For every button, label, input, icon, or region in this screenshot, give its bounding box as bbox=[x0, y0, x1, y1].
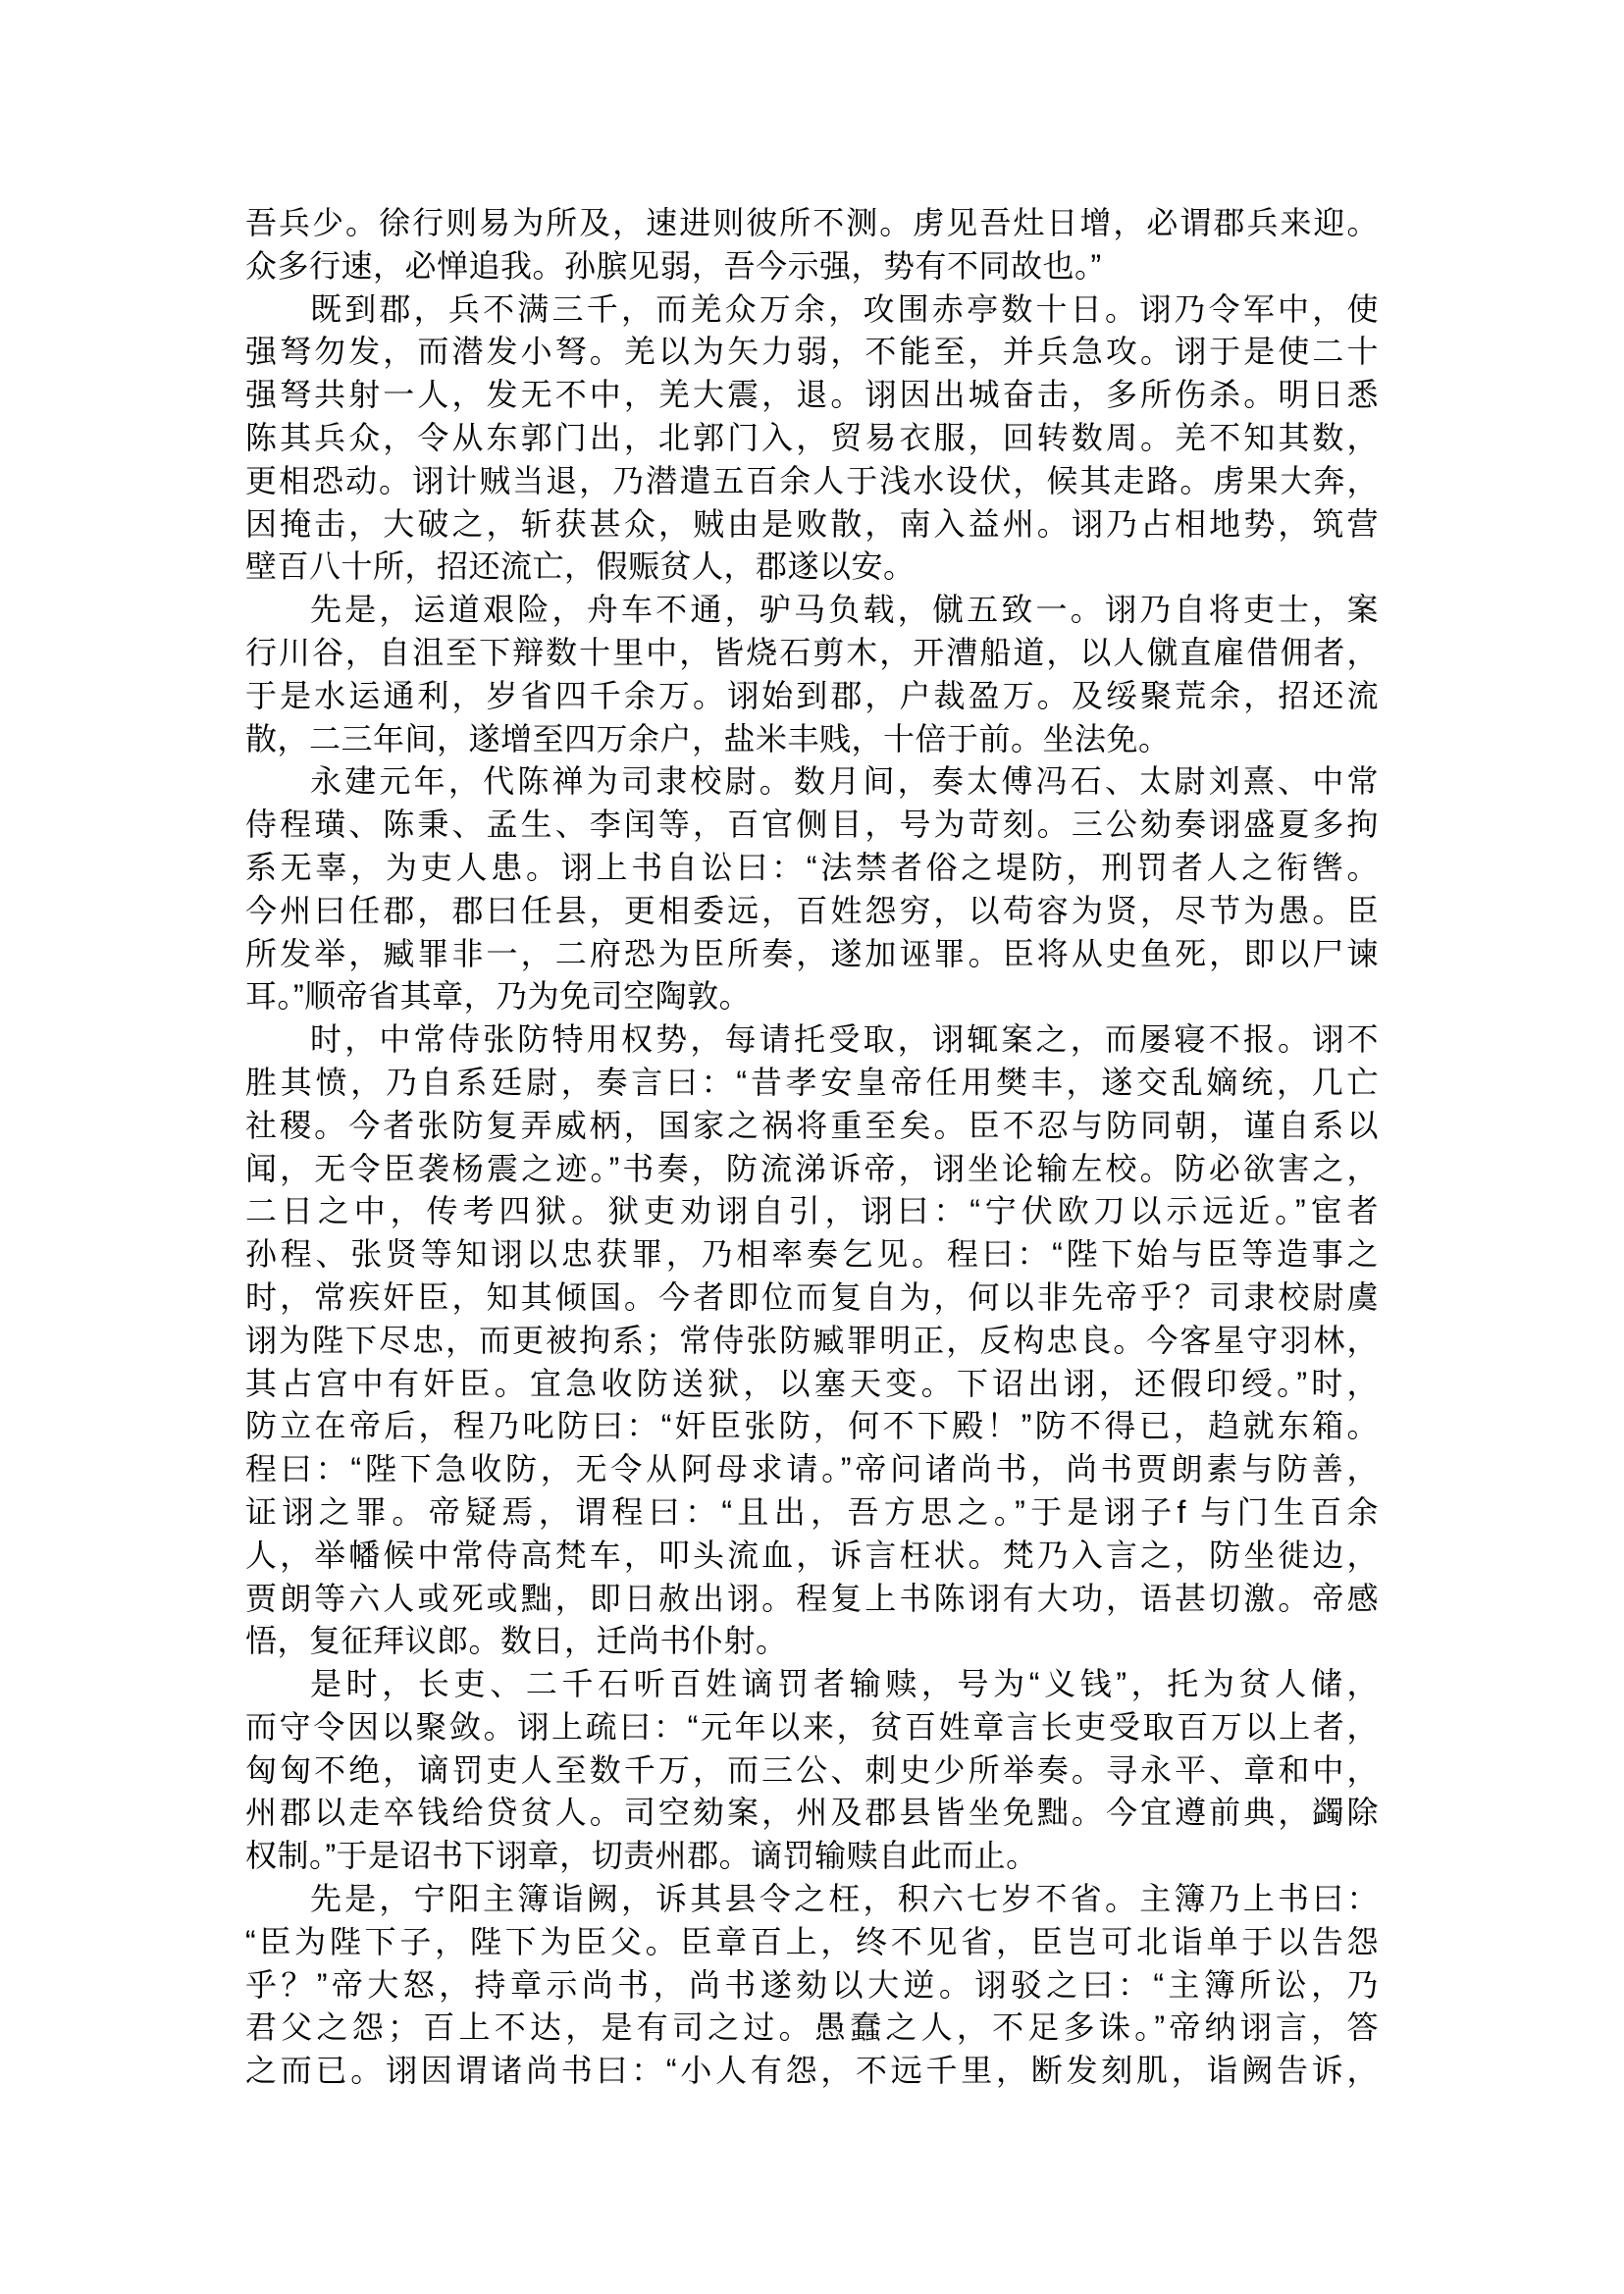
text-line: 时，常疾奸臣，知其倾国。今者即位而复自为，何以非先帝乎？司隶校尉虞 bbox=[245, 1278, 1379, 1315]
text-line: 二日之中，传考四狱。狱吏劝诩自引，诩曰：“宁伏欧刀以示远近。”宦者 bbox=[245, 1193, 1379, 1229]
text-line: 君父之怨；百上不达，是有司之过。愚蠢之人，不足多诛。”帝纳诩言，答 bbox=[245, 2009, 1379, 2046]
text-line: 社稷。今者张防复弄威柄，国家之祸将重至矣。臣不忍与防同朝，谨自系以 bbox=[245, 1107, 1379, 1143]
text-line: 防立在帝后，程乃叱防曰：“奸臣张防，何不下殿！”防不得已，趋就东箱。 bbox=[245, 1408, 1379, 1444]
text-line: 人，举幡候中常侍高梵车，叩头流血，诉言枉状。梵乃入言之，防坐徙边， bbox=[245, 1537, 1379, 1573]
text-line: 程曰：“陛下急收防，无令从阿母求请。”帝问诸尚书，尚书贾朗素与防善， bbox=[245, 1451, 1379, 1487]
text-line: 更相恐动。诩计贼当退，乃潜遣五百余人于浅水设伏，候其走路。虏果大奔， bbox=[245, 462, 1379, 498]
text-line: 闻，无令臣袭杨震之迹。”书奏，防流涕诉帝，诩坐论输左校。防必欲害之， bbox=[245, 1150, 1379, 1186]
text-line: 系无辜，为吏人患。诩上书自讼曰：“法禁者俗之堤防，刑罚者人之衔辔。 bbox=[245, 849, 1379, 885]
text-line: 胜其愤，乃自系廷尉，奏言曰：“昔孝安皇帝任用樊丰，遂交乱嫡统，几亡 bbox=[245, 1064, 1379, 1100]
text-line: 乎？”帝大怒，持章示尚书，尚书遂劾以大逆。诩驳之曰：“主簿所讼，乃 bbox=[245, 1966, 1379, 2003]
text-line: 贾朗等六人或死或黜，即日赦出诩。程复上书陈诩有大功，语甚切激。帝感 bbox=[245, 1580, 1379, 1616]
text-line: 孙程、张贤等知诩以忠获罪，乃相率奏乞见。程曰：“陛下始与臣等造事之 bbox=[245, 1236, 1379, 1273]
text-line: 强弩勿发，而潜发小弩。羌以为矢力弱，不能至，并兵急攻。诩于是使二十 bbox=[245, 334, 1379, 370]
text-line: 既到郡，兵不满三千，而羌众万余，攻围赤亭数十日。诩乃令军中，使 bbox=[310, 290, 1379, 327]
text-line: 证诩之罪。帝疑焉，谓程曰：“且出，吾方思之。”于是诩子f 与门生百余 bbox=[245, 1493, 1379, 1530]
text-line: 而守令因以聚敛。诩上疏曰：“元年以来，贫百姓章言长吏受取百万以上者， bbox=[245, 1708, 1379, 1745]
text-line: 永建元年，代陈禅为司隶校尉。数月间，奏太傅冯石、太尉刘熹、中常 bbox=[310, 763, 1379, 800]
text-line: 侍程璜、陈秉、孟生、李闰等，百官侧目，号为苛刻。三公劾奏诩盛夏多拘 bbox=[245, 807, 1379, 843]
text-line: 吾兵少。徐行则易为所及，速进则彼所不测。虏见吾灶日增，必谓郡兵来迎。 bbox=[245, 205, 1379, 240]
text-line: 强弩共射一人，发无不中，羌大震，退。诩因出城奋击，多所伤杀。明日悉 bbox=[245, 377, 1379, 413]
text-line: 先是，运道艰险，舟车不通，驴马负载，僦五致一。诩乃自将吏士，案 bbox=[310, 592, 1379, 628]
text-line: 散，二三年间，遂增至四万余户，盐米丰贱，十倍于前。坐法免。 bbox=[245, 720, 1171, 756]
text-line: 州郡以走卒钱给贷贫人。司空劾案，州及郡县皆坐免黜。今宜遵前典，蠲除 bbox=[245, 1795, 1379, 1831]
text-line: “臣为陛下子，陛下为臣父。臣章百上，终不见省，臣岂可北诣单于以告怨 bbox=[245, 1923, 1379, 1959]
text-line: 众多行速，必惮追我。孙膑见弱，吾今示强，势有不同故也。” bbox=[245, 247, 1102, 284]
text-line: 匈匈不绝，谪罚吏人至数千万，而三公、刺史少所举奏。寻永平、章和中， bbox=[245, 1751, 1379, 1788]
text-line: 因掩击，大破之，斩获甚众，贼由是败散，南入益州。诩乃占相地势，筑营 bbox=[245, 505, 1379, 542]
text-line: 其占宫中有奸臣。宜急收防送狱，以塞天变。下诏出诩，还假印绶。”时， bbox=[245, 1365, 1379, 1401]
text-line: 时，中常侍张防特用权势，每请托受取，诩辄案之，而屡寝不报。诩不 bbox=[310, 1021, 1379, 1058]
text-line: 耳。”顺帝省其章，乃为免司空陶敦。 bbox=[245, 978, 752, 1015]
text-line: 行川谷，自沮至下辩数十里中，皆烧石剪木，开漕船道，以人僦直雇借佣者， bbox=[245, 634, 1379, 670]
text-line: 于是水运通利，岁省四千余万。诩始到郡，户裁盈万。及绥聚荒余，招还流 bbox=[245, 677, 1379, 713]
text-line: 是时，长吏、二千石听百姓谪罚者输赎，号为“义钱”，托为贫人储， bbox=[310, 1666, 1379, 1702]
text-block bbox=[245, 202, 1379, 2093]
text-line: 诩为陛下尽忠，而更被拘系；常侍张防臧罪明正，反构忠良。今客星守羽林， bbox=[245, 1322, 1379, 1358]
text-line: 悟，复征拜议郎。数日，迁尚书仆射。 bbox=[245, 1623, 788, 1659]
text-line: 今州曰任郡，郡曰任县，更相委远，百姓怨穷，以苟容为贤，尽节为愚。臣 bbox=[245, 892, 1379, 928]
text-line: 先是，宁阳主簿诣阙，诉其县令之枉，积六七岁不省。主簿乃上书曰： bbox=[310, 1881, 1379, 1917]
text-line: 所发举，臧罪非一，二府恐为臣所奏，遂加诬罪。臣将从史鱼死，即以尸谏 bbox=[245, 935, 1379, 971]
text-line: 之而已。诩因谓诸尚书曰：“小人有怨，不远千里，断发刻肌，诣阙告诉， bbox=[245, 2053, 1379, 2089]
text-line: 壁百八十所，招还流亡，假赈贫人，郡遂以安。 bbox=[245, 548, 916, 585]
text-line: 陈其兵众，令从东郭门出，北郭门入，贸易衣服，回转数周。羌不知其数， bbox=[245, 419, 1379, 455]
text-line: 权制。”于是诏书下诩章，切责州郡。谪罚输赎自此而止。 bbox=[245, 1838, 1038, 1874]
